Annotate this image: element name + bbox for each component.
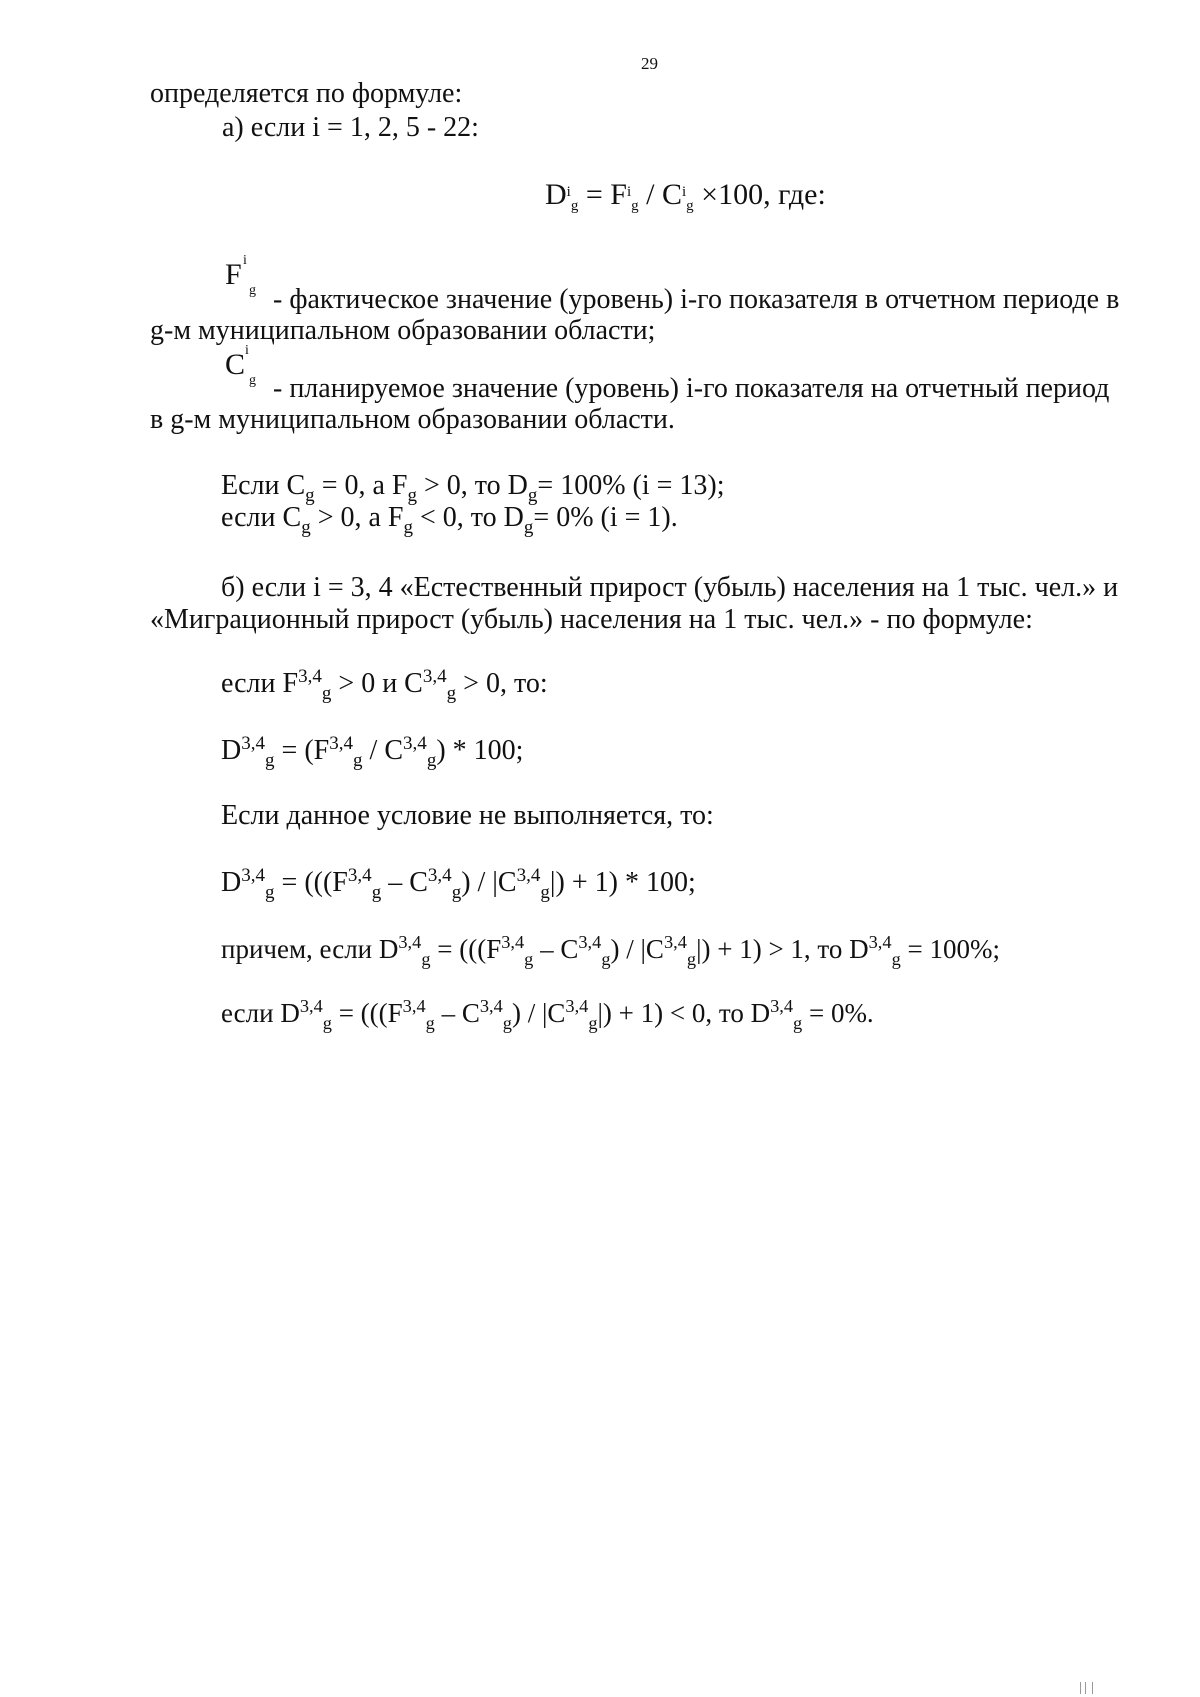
formula-D-sub: g — [570, 197, 579, 214]
page-number: 29 — [641, 54, 658, 73]
condition-2: если $C_g > 0$, а $F_g < 0$, то $D_g= 0\%$ (i = 1). — [221, 502, 678, 539]
formula-b1: $D^{3,4}_g = (F^{3,4}_g / C^{3,4}_g) * 100$; — [221, 733, 524, 772]
def-F-sub: g — [249, 283, 256, 298]
case-b-line1: б) если i = 3, 4 «Естественный прирост (убыль) населения на 1 тыс. чел.» и — [221, 572, 1119, 603]
formula-C-sub: g — [686, 197, 694, 214]
case-a-text: а) если i = 1, 2, 5 - 22: — [222, 112, 479, 143]
formula-b3: причем, если $D^{3,4}_g = (((F^{3,4}_g - C^{3,4}_g) / |C^{3,4}_g|) + 1) > 1$, то D$^{3,4}_g$ = 100%; — [221, 932, 1000, 969]
def-C-sub: g — [249, 373, 256, 388]
def-C-line1: - планируемое значение (уровень) i-го показателя на отчетный период — [273, 373, 1110, 404]
formula-b2: $D^{3,4}_g = (((F^{3,4}_g - C^{3,4}_g) / |C^{3,4}_g|) + 1) * 100$; — [221, 865, 696, 904]
formula-slash: / — [638, 178, 662, 211]
formula-C: C — [661, 178, 682, 211]
formula-C-sup: i — [681, 184, 687, 201]
def-F-letter: F — [225, 258, 242, 291]
intro-text: определяется по формуле: — [150, 78, 463, 109]
def-C-sup: i — [245, 343, 249, 358]
formula-F-sub: g — [631, 197, 639, 214]
formula-b4: если $D^{3,4}_g = (((F^{3,4}_g - C^{3,4}_g) / |C^{3,4}_g|) + 1) < 0$, то D$^{3,4}_g$ = 0%. — [221, 996, 874, 1033]
formula-F-sup: i — [626, 184, 632, 201]
main-formula — [545, 178, 826, 213]
else-text: Если данное условие не выполняется, то: — [221, 800, 714, 831]
formula-F: F — [610, 178, 627, 211]
def-C-line2: в g-м муниципальном образовании области. — [150, 404, 675, 435]
scan-mark — [1092, 1682, 1093, 1694]
def-F-line2: g-м муниципальном образовании области; — [150, 315, 656, 346]
def-C-symbol — [225, 343, 265, 388]
formula-tail: ×100, где: — [693, 178, 826, 211]
def-F-line1: - фактическое значение (уровень) i-го показателя в отчетном периоде в — [273, 284, 1120, 315]
scan-mark — [1085, 1682, 1086, 1694]
formula-eq: = — [578, 178, 611, 211]
case-b-line2: «Миграционный прирост (убыль) населения на 1 тыс. чел.» - по формуле: — [150, 604, 1033, 635]
if-positive-condition: если F$^{3,4}_g$ > 0 и C$^{3,4}_g$ > 0, то: — [221, 666, 548, 705]
formula-D: D — [545, 178, 567, 211]
scan-mark — [1080, 1682, 1081, 1694]
def-C-letter: C — [225, 348, 246, 381]
formula-D-sup: i — [566, 184, 571, 201]
def-F-sup: i — [243, 253, 247, 268]
def-F-symbol — [225, 253, 265, 298]
condition-1: Если $C_g = 0$, а $F_g > 0$, то $D_g= 100\%$ (i = 13); — [221, 470, 725, 507]
